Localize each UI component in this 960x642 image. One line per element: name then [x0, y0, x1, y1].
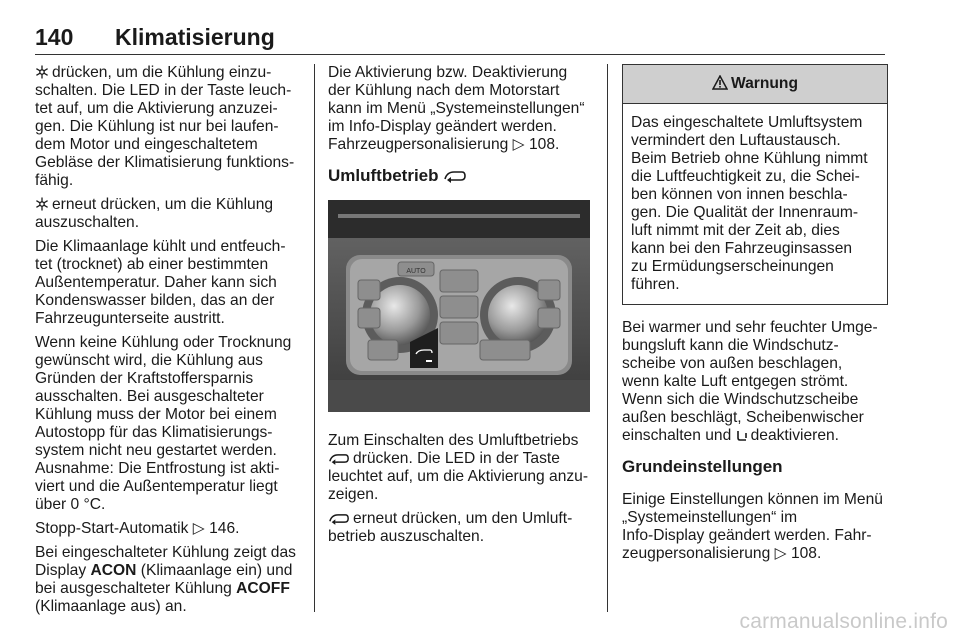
paragraph-fuel-saving	[35, 334, 303, 514]
text-line: bei ausgeschalteter Kühlung	[35, 580, 232, 597]
paragraph-ac-off	[35, 196, 303, 232]
text-line: betrieb auszuschalten.	[328, 528, 485, 545]
paragraph-basic-settings	[622, 491, 888, 563]
acoff-label: ACOFF	[236, 580, 290, 597]
column-divider	[314, 64, 315, 612]
text-line: zu Ermüdungserscheinungen	[631, 258, 834, 275]
text-line: führen.	[631, 276, 680, 293]
text-line: Autostopp für das Klimatisierungs-	[35, 424, 273, 441]
snowflake-icon	[35, 197, 49, 211]
warning-body	[623, 104, 887, 304]
column-2	[328, 64, 594, 552]
text-line: ausschalten. Bei ausgeschalteter	[35, 388, 264, 405]
page-ref-link[interactable]: 108.	[529, 136, 560, 153]
text-line: Wenn sich die Windschutzscheibe	[622, 391, 859, 408]
text-line: tet (trocknet) ab einer bestimmten	[35, 256, 269, 273]
text-line: Stopp-Start-Automatik	[35, 520, 189, 537]
page-ref-arrow-icon: ▷	[192, 520, 205, 537]
text-line: einschalten und	[622, 427, 732, 444]
warning-header	[623, 65, 887, 104]
section-heading-recirculation	[328, 166, 594, 186]
page-ref-arrow-icon: ▷	[774, 545, 787, 562]
acon-label: ACON	[90, 562, 137, 579]
text-line: scheibe von außen beschlagen,	[622, 355, 843, 372]
paragraph-dehumidify	[35, 238, 303, 328]
paragraph-humid-air	[622, 319, 888, 445]
text-line: (Klimaanlage ein) und	[140, 562, 293, 579]
text-line: „Systemeinstellungen“ im	[622, 509, 798, 526]
auto-label: AUTO	[406, 268, 426, 275]
paragraph-display	[35, 544, 303, 616]
text-line: die Luftfeuchtigkeit zu, die Schei-	[631, 168, 860, 185]
column-divider	[607, 64, 608, 612]
page-ref-link[interactable]: 146.	[209, 520, 240, 537]
text-line: Wenn keine Kühlung oder Trocknung	[35, 334, 292, 351]
paragraph-ac-on	[35, 64, 303, 190]
watermark: carmanualsonline.info	[739, 610, 948, 633]
section-heading-basic-settings: Grundeinstellungen	[622, 457, 783, 476]
warning-title: Warnung	[731, 75, 798, 92]
text-line: (Klimaanlage aus) an.	[35, 598, 187, 615]
text-line: auszuschalten.	[35, 214, 140, 231]
page-number: 140	[35, 24, 74, 50]
text-line: deaktivieren.	[750, 427, 840, 444]
text-line: der Kühlung nach dem Motorstart	[328, 82, 560, 99]
text-line: Bei eingeschalteter Kühlung zeigt das	[35, 544, 296, 561]
text-line: vermindert den Luftaustausch.	[631, 132, 841, 149]
paragraph-activation	[328, 64, 594, 154]
text-line: gen. Die Kühlung ist nur bei laufen-	[35, 118, 279, 135]
text-line: viert und die Außentemperatur liegt	[35, 478, 278, 495]
text-line: dem Motor und eingeschaltetem	[35, 136, 258, 153]
text-line: Info-Display geändert werden. Fahr-	[622, 527, 872, 544]
text-line: Gebläse der Klimatisierung funktions-	[35, 154, 295, 171]
text-line: Zum Einschalten des Umluftbetriebs	[328, 432, 579, 449]
text-line: außen beschlägt, Scheibenwischer	[622, 409, 864, 426]
text-line: über 0 °C.	[35, 496, 106, 513]
text-line: gen. Die Qualität der Innenraum-	[631, 204, 859, 221]
text-line: Fahrzeugpersonalisierung	[328, 136, 509, 153]
column-3	[622, 64, 888, 569]
text-line: Fahrzeugunterseite austritt.	[35, 310, 225, 327]
text-line: Display	[35, 562, 87, 579]
column-1	[35, 64, 303, 622]
text-line: Beim Betrieb ohne Kühlung nimmt	[631, 150, 868, 167]
text-line: erneut drücken, um den Umluft-	[353, 510, 573, 527]
text-line: erneut drücken, um die Kühlung	[52, 196, 274, 213]
text-line: drücken. Die LED in der Taste	[353, 450, 560, 467]
windshield-wiper-icon	[736, 429, 748, 442]
warning-triangle-icon	[712, 75, 728, 90]
text-line: drücken, um die Kühlung einzu-	[52, 64, 272, 81]
climate-control-panel-photo	[328, 200, 590, 412]
snowflake-icon	[35, 65, 49, 79]
text-line: fähig.	[35, 172, 74, 189]
text-line: tet auf, um die Aktivierung anzuzei-	[35, 100, 278, 117]
text-line: Außentemperatur. Daher kann sich	[35, 274, 277, 291]
text-line: luft nimmt mit der Zeit ab, dies	[631, 222, 840, 239]
recirculation-icon	[328, 512, 350, 525]
paragraph-recirculation-on	[328, 432, 594, 504]
text-line: Gründen der Kraftstoffersparnis	[35, 370, 254, 387]
text-line: zeigen.	[328, 486, 379, 503]
heading-text: Umluftbetrieb	[328, 166, 439, 185]
text-line: kann im Menü „Systemeinstellungen“	[328, 100, 585, 117]
text-line: system nicht neu gestartet werden.	[35, 442, 277, 459]
text-line: Ausnahme: Die Entfrostung ist akti-	[35, 460, 280, 477]
text-line: gewünscht wird, die Kühlung aus	[35, 352, 263, 369]
text-line: leuchtet auf, um die Aktivierung anzu-	[328, 468, 589, 485]
text-line: Das eingeschaltete Umluftsystem	[631, 114, 863, 131]
text-line: im Info-Display geändert werden.	[328, 118, 557, 135]
text-line: Die Aktivierung bzw. Deaktivierung	[328, 64, 568, 81]
page-ref-arrow-icon: ▷	[512, 136, 525, 153]
recirculation-icon	[328, 452, 350, 465]
page-title: Klimatisierung	[115, 24, 275, 50]
paragraph-recirculation-off	[328, 510, 594, 546]
page-ref-link[interactable]: 108.	[790, 545, 822, 562]
page-header	[35, 20, 885, 55]
text-line: bungsluft kann die Windschutz-	[622, 337, 839, 354]
recirculation-icon	[443, 169, 467, 183]
text-line: Einige Einstellungen können im Menü	[622, 491, 883, 508]
text-line: wenn kalte Luft entgegen strömt.	[622, 373, 849, 390]
text-line: Kondenswasser bilden, das an der	[35, 292, 275, 309]
text-line: Bei warmer und sehr feuchter Umge-	[622, 319, 878, 336]
warning-box	[622, 64, 888, 305]
text-line: zeugpersonalisierung	[622, 545, 771, 562]
text-line: ben können von innen beschla-	[631, 186, 848, 203]
text-line: schalten. Die LED in der Taste leuch-	[35, 82, 292, 99]
text-line: kann bei den Fahrzeuginsassen	[631, 240, 853, 257]
paragraph-stop-start	[35, 520, 303, 538]
text-line: Kühlung muss der Motor bei einem	[35, 406, 277, 423]
text-line: Die Klimaanlage kühlt und entfeuch-	[35, 238, 286, 255]
